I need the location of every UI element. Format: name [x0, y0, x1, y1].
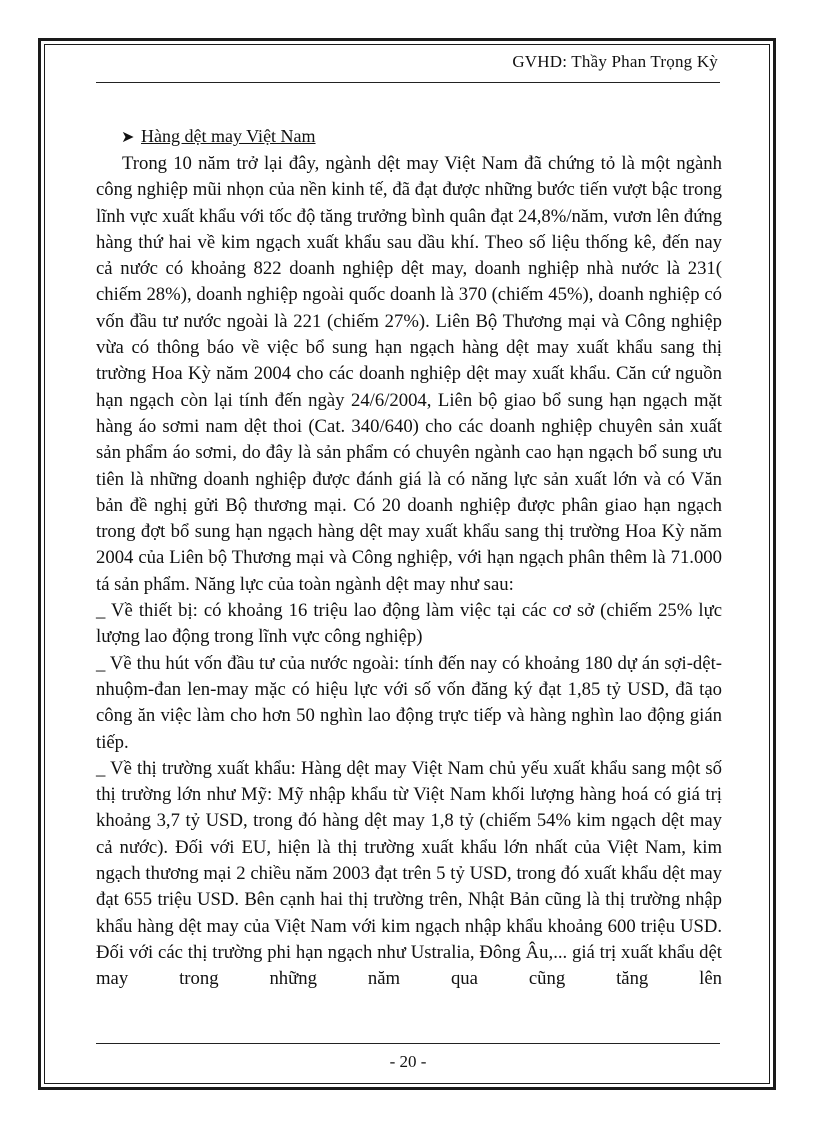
arrow-bullet-icon: ➤: [121, 129, 135, 146]
footer-rule: [96, 1043, 720, 1044]
header-rule: [96, 82, 720, 83]
paragraph-investment: _ Về thu hút vốn đầu tư của nước ngoài: tính đến nay có khoảng 180 dự án sợi-dệt-nhuộm-đan len-may mặc có hiệu lực với số vốn đăng ký đạt 1,85 tỷ USD, đã tạo công ăn việc làm cho hơn 50 nghìn lao động trực tiếp và hàng nghìn lao động gián tiếp.: [96, 652, 722, 753]
paragraph-equipment: _ Về thiết bị: có khoảng 16 triệu lao động làm việc tại các cơ sở (chiếm 25% lực lượng lao động trong lĩnh vực công nghiệp): [96, 600, 722, 648]
page-number: - 20 -: [389, 1052, 427, 1071]
section-heading-text: Hàng dệt may Việt Nam: [141, 126, 316, 146]
paragraph-intro: Trong 10 năm trở lại đây, ngành dệt may Việt Nam đã chứng tỏ là một ngành công nghiệp mũi nhọn của nền kinh tế, đã đạt được những bước tiến vượt bậc trong lĩnh vực xuất khẩu với tốc độ tăng trưởng bình quân đạt 24,8%/năm, vươn lên đứng hàng thứ hai về kim ngạch xuất khẩu sau dầu khí. Theo số liệu thống kê, đến nay cả nước có khoảng 822 doanh nghiệp dệt may, doanh nghiệp nhà nước là 231( chiếm 28%), doanh nghiệp ngoài quốc doanh là 370 (chiếm 45%), doanh nghiệp có vốn đầu tư nước ngoài là 221 (chiếm 27%). Liên Bộ Thương mại và Công nghiệp vừa có thông báo về việc bổ sung hạn ngạch hàng dệt may xuất khẩu sang thị trường Hoa Kỳ năm 2004 cho các doanh nghiệp dệt may xuất khẩu. Căn cứ nguồn hạn ngạch còn lại tính đến ngày 24/6/2004, Liên bộ giao bổ sung hạn ngạch mặt hàng áo sơmi nam dệt thoi (Cat. 340/640) cho các doanh nghiệp chuyên sản xuất sản phẩm áo sơmi, do đây là sản phẩm có chuyên ngành cao hạn ngạch bổ sung ưu tiên là những doanh nghiệp được đánh giá là có năng lực sản xuất lớn và có Văn bản đề nghị gửi Bộ thương mại. Có 20 doanh nghiệp được phân giao hạn ngạch trong đợt bổ sung hạn ngạch hàng dệt may xuất khẩu sang thị trường Hoa Kỳ năm 2004 của Liên bộ Thương mại và Công nghiệp, với hạn ngạch phân thêm là 71.000 tá sản phẩm. Năng lực của toàn ngành dệt may như sau:: [96, 153, 723, 595]
section-heading: [121, 126, 316, 147]
running-header: GVHD: Thầy Phan Trọng Kỳ: [512, 52, 718, 71]
body-text: [96, 151, 722, 993]
paragraph-export-market: _ Về thị trường xuất khẩu: Hàng dệt may Việt Nam chủ yếu xuất khẩu sang một số thị trường lớn như Mỹ: Mỹ nhập khẩu từ Việt Nam khối lượng hàng hoá có giá trị khoảng 3,7 tỷ USD, trong đó hàng dệt may 1,8 tỷ (chiếm 54% kim ngạch dệt may cả nước). Đối với EU, hiện là thị trường xuất khẩu lớn nhất của Việt Nam, kim ngạch thương mại 2 chiều năm 2003 đạt trên 5 tỷ USD, trong đó xuất khẩu dệt may đạt 655 triệu USD. Bên cạnh hai thị trường trên, Nhật Bản cũng là thị trường nhập khẩu hàng dệt may của Việt Nam với kim ngạch nhập khẩu khoảng 600 triệu USD. Đối với các thị trường phi hạn ngạch như Ustralia, Đông Âu,... giá trị xuất khẩu dệt may trong những năm qua cũng tăng lên: [96, 757, 722, 990]
